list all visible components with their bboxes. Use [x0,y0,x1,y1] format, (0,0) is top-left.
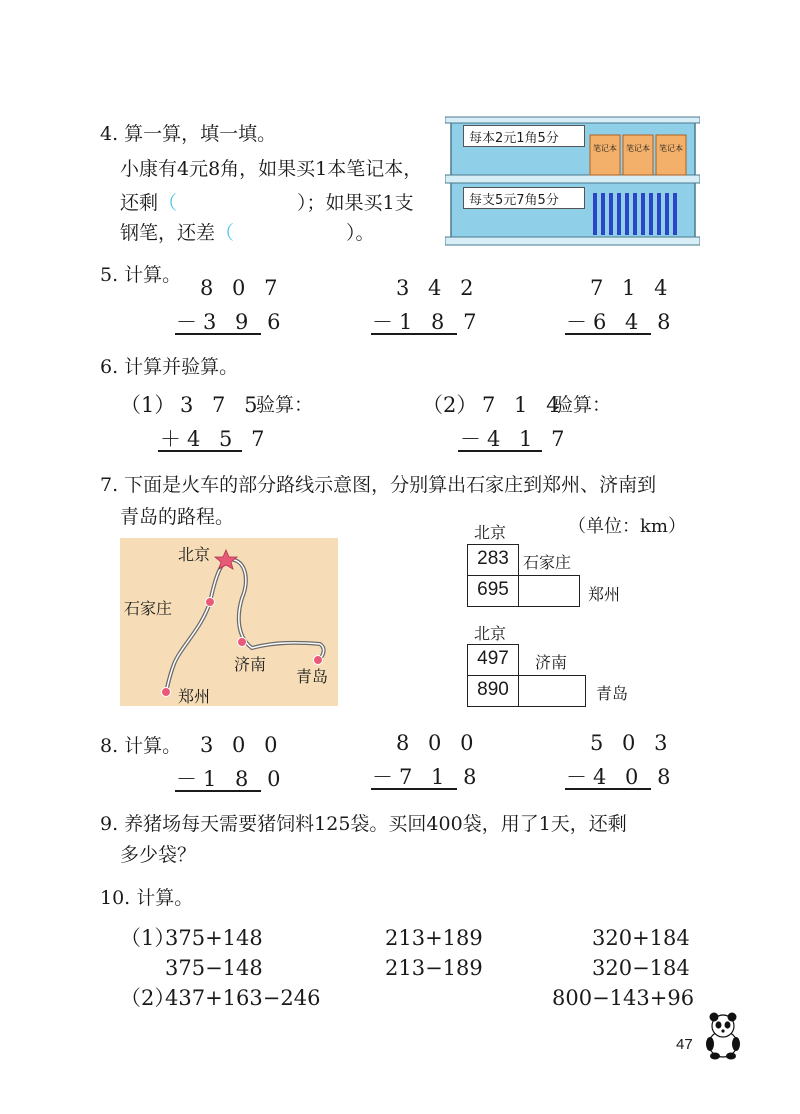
q6-bottom-1: ＋4 5 7 [160,427,271,451]
panda-icon [700,1010,746,1060]
q5-bottom-3: －6 4 8 [566,310,677,334]
q10-expr: 320+184 [592,926,690,950]
notebook-cover-label: 笔记本 [659,144,683,153]
shop-shelf-illustration [445,115,700,250]
q8-bottom-2: －7 1 8 [372,765,483,789]
map-city-zhengzhou: 郑州 [178,687,211,706]
q5-bottom-2: －1 8 7 [372,310,483,334]
q4-line2: 小康有4元8角，如果买1本笔记本， [120,158,423,180]
page-number: 47 [676,1036,693,1053]
q8-rule-2 [371,788,457,790]
q6-title: 6. 计算并验算。 [100,356,239,378]
q9-line2: 多少袋？ [120,844,197,866]
notebook-cover-label: 笔记本 [593,144,617,153]
q10-expr: 213+189 [385,926,483,950]
q10-expr: 213−189 [385,956,483,980]
table1-mid: 石家庄 [523,553,572,572]
map-city-beijing: 北京 [178,545,211,564]
q4-line3: 还剩（ ）；如果买1支 [120,192,414,214]
notebook-cover-label: 笔记本 [626,144,650,153]
q7-line1: 7. 下面是火车的部分路线示意图，分别算出石家庄到郑州、济南到 [100,474,657,496]
table1-distance-2: 695 [467,575,519,607]
table1-start: 北京 [474,523,507,542]
map-city-jinan: 济南 [234,655,267,674]
q5-bottom-1: －3 9 6 [176,310,287,334]
q5-rule-1 [175,333,261,335]
table2-distance-2: 890 [467,675,519,707]
table2-mid: 济南 [535,653,568,672]
q5-rule-3 [565,333,651,335]
q10-title: 10. 计算。 [100,887,194,909]
answer-blank-1[interactable]: （ [158,192,178,214]
q6-rule-2 [458,450,542,452]
q6-top-1: 3 7 5 [180,393,264,417]
q5-top-1: 8 0 7 [200,276,284,300]
q6-check-1: 验算： [256,394,314,416]
q8-top-2: 8 0 0 [396,731,480,755]
q4-title: 4. 算一算，填一填。 [100,123,277,145]
table1-distance-1: 283 [467,544,519,576]
q10-expr: 375+148 [165,926,263,950]
table1-end: 郑州 [588,585,621,604]
railway-route-map [120,538,338,706]
q6-check-2: 验算： [554,394,612,416]
map-city-qingdao: 青岛 [296,667,329,686]
q6-rule-1 [158,450,242,452]
q4-line4: 钢笔，还差（ ）。 [120,222,375,244]
q8-bottom-1: －1 8 0 [176,767,287,791]
q6-index-2: （2） [422,393,478,417]
table2-start: 北京 [474,624,507,643]
q10-expr: 800−143+96 [552,986,695,1010]
q7-unit: （单位：km） [568,516,686,537]
q6-top-2: 7 1 4 [482,393,566,417]
q5-rule-2 [371,333,457,335]
map-city-shijiazhuang: 石家庄 [124,599,173,618]
q10-expr: 375−148 [165,956,263,980]
table2-distance-1: 497 [467,644,519,676]
q5-top-2: 3 4 2 [396,276,480,300]
table2-answer-cell[interactable] [518,675,586,707]
q8-rule-3 [565,788,651,790]
answer-blank-2[interactable]: （ [215,222,235,244]
table2-end: 青岛 [596,684,629,703]
q6-index-1: （1） [120,393,176,417]
q10-expr: 320−184 [592,956,690,980]
q8-title: 8. 计算。 [100,735,182,757]
table1-answer-cell[interactable] [518,575,580,607]
q10-expr: 437+163−246 [165,986,321,1010]
notebook-price: 每本2元1角5分 [469,131,559,146]
q9-line1: 9. 养猪场每天需要猪饲料125袋。买回400袋，用了1天，还剩 [100,813,627,835]
pen-price: 每支5元7角5分 [469,193,559,208]
q8-rule-1 [175,790,261,792]
q5-title: 5. 计算。 [100,264,182,286]
q10-index-1: （1） [120,926,176,950]
q8-bottom-3: －4 0 8 [566,765,677,789]
q8-top-1: 3 0 0 [200,733,284,757]
q6-bottom-2: －4 1 7 [460,427,571,451]
q5-top-3: 7 1 4 [590,276,674,300]
q10-index-2: （2） [120,986,176,1010]
q8-top-3: 5 0 3 [590,731,674,755]
q7-line2: 青岛的路程。 [120,506,235,528]
